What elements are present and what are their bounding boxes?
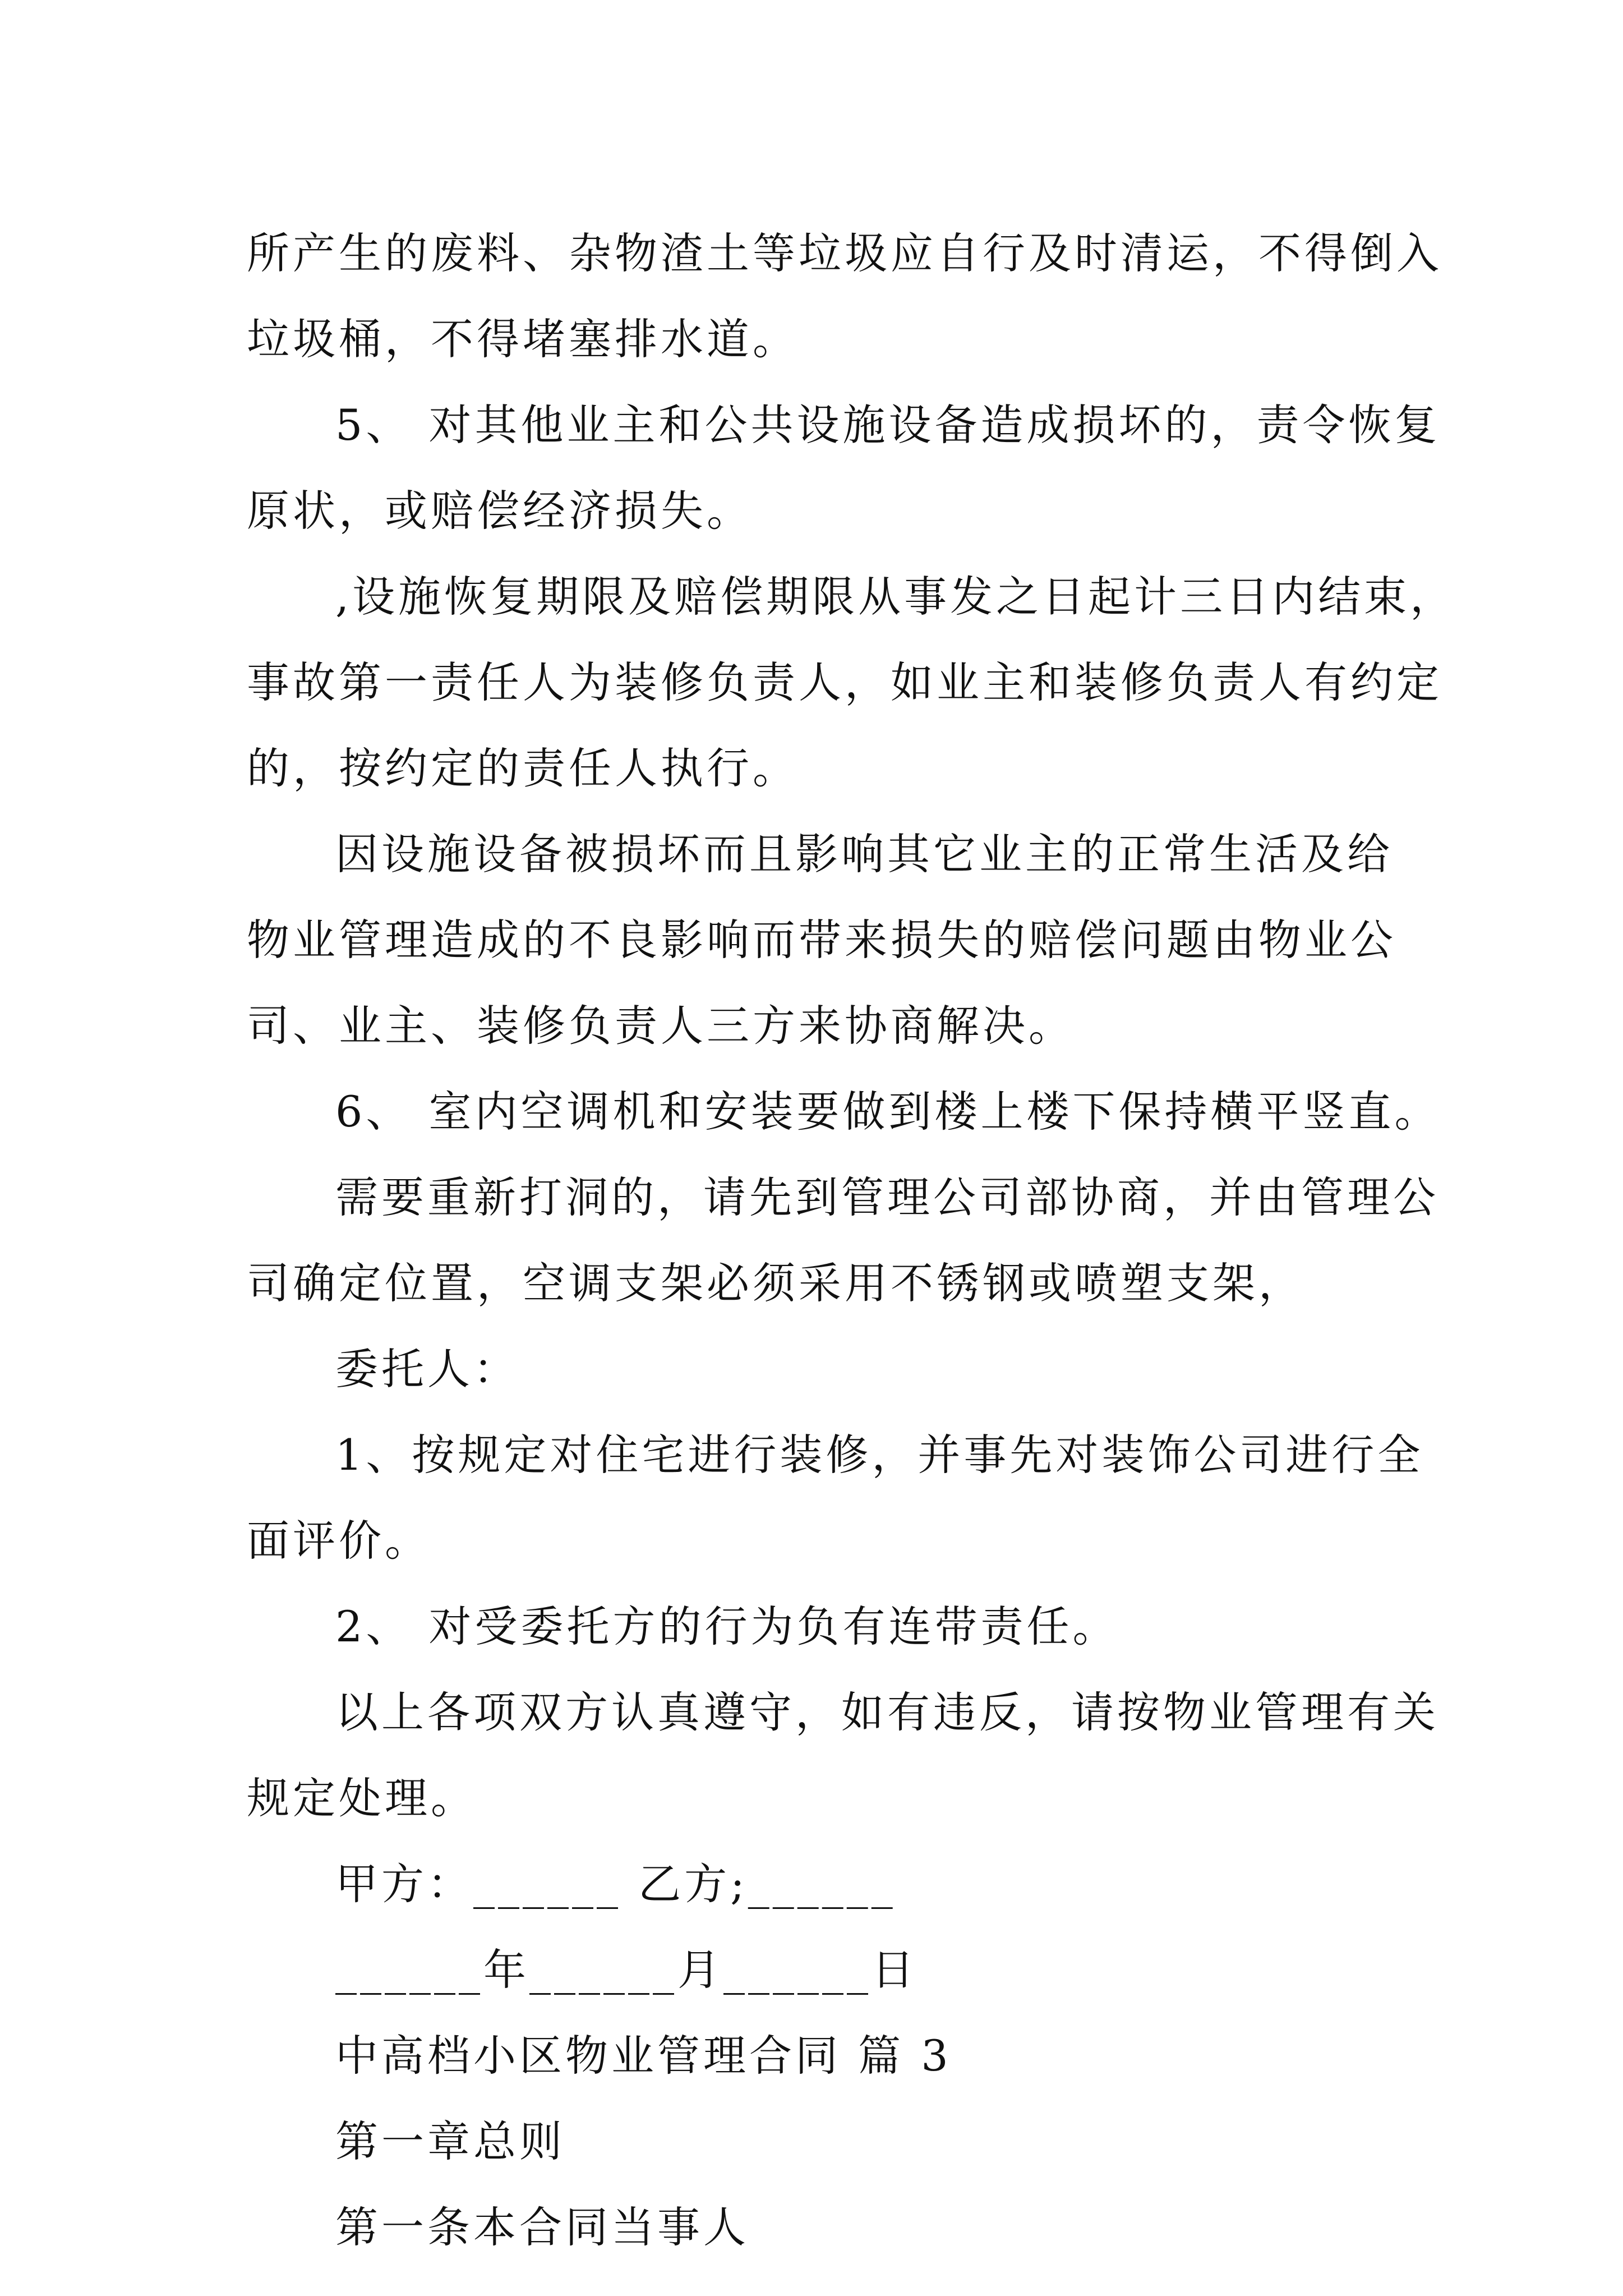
document-line: 甲方：______ 乙方;______ — [335, 1859, 896, 1909]
document-line: 司、业主、装修负责人三方来协商解决。 — [247, 1001, 1075, 1051]
document-line: 原状，或赔偿经济损失。 — [247, 486, 753, 536]
document-line: 面评价。 — [247, 1516, 431, 1566]
document-line: 需要重新打洞的，请先到管理公司部协商，并由管理公 — [335, 1172, 1439, 1222]
document-line: 规定处理。 — [247, 1773, 477, 1823]
document-line: 委托人： — [335, 1344, 519, 1394]
document-line: 5、 对其他业主和公共设施设备造成损坏的，责令恢复 — [335, 400, 1441, 450]
document-line: 垃圾桶，不得堵塞排水道。 — [247, 314, 799, 364]
document-line: 司确定位置，空调支架必须采用不锈钢或喷塑支架， — [247, 1258, 1304, 1308]
document-line: 所产生的废料、杂物渣土等垃圾应自行及时清运，不得倒入 — [247, 228, 1442, 278]
document-line: 第一章总则 — [335, 2116, 565, 2166]
document-line: 以上各项双方认真遵守，如有违反，请按物业管理有关 — [335, 1687, 1439, 1737]
document-line: ,设施恢复期限及赔偿期限从事发之日起计三日内结束， — [335, 572, 1456, 622]
document-line: 的，按约定的责任人执行。 — [247, 743, 799, 793]
document-line: 因设施设备被损坏而且影响其它业主的正常生活及给 — [335, 829, 1393, 879]
document-line: 第一条本合同当事人 — [335, 2202, 749, 2252]
document-line: 1、按规定对住宅进行装修，并事先对装饰公司进行全 — [335, 1430, 1424, 1480]
document-body — [247, 210, 1456, 2270]
document-line: 2、 对受委托方的行为负有连带责任。 — [335, 1602, 1119, 1651]
document-line: 事故第一责任人为装修负责人，如业主和装修负责人有约定 — [247, 657, 1442, 707]
document-line: 6、 室内空调机和安装要做到楼上楼下保持横平竖直。 — [335, 1087, 1441, 1137]
document-line: 物业管理造成的不良影响而带来损失的赔偿问题由物业公 — [247, 915, 1396, 965]
document-line: 中高档小区物业管理合同 篇 3 — [335, 2031, 952, 2081]
document-line: ______年______月______日 — [335, 1945, 917, 1995]
